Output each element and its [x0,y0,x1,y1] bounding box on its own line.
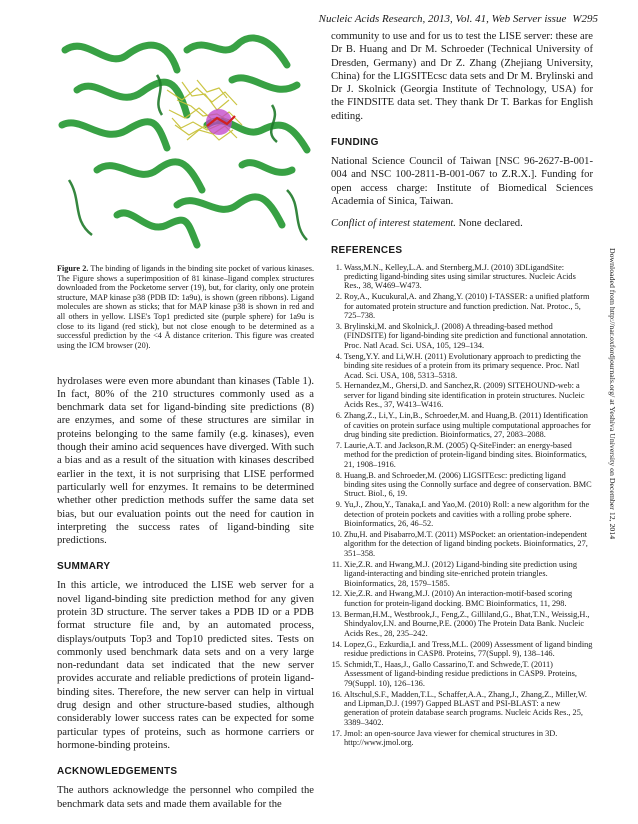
reference-item: 16. Altschul,S.F., Madden,T.L., Schaffer,A.A., Zhang,J., Zhang,Z., Miller,W. and Lipman,D.J. (1997) Gapped BLAST and PSI-BLAST: a new generation of protein database search programs. Nucleic Acids Res., 25, 3389–3402. [331,689,588,727]
reference-item: 3. Brylinski,M. and Skolnick,J. (2008) A threading-based method (FINDSITE) for ligand-binding site prediction and functional annotation. Proc. Natl Acad. Sci. USA, 105, 129–134. [335,322,588,350]
reference-item: 13. Berman,H.M., Westbrook,J., Feng,Z., Gilliland,G., Bhat,T.N., Weissig,H., Shindyalov,I.N. and Bourne,P.E. (2000) The Protein Data Bank. Nucleic Acids Res., 28, 235–242. [331,609,590,638]
acknowledgements-heading: ACKNOWLEDGEMENTS [57,766,178,778]
reference-item: 12. Xie,Z.R. and Hwang,M.J. (2010) An interaction-motif-based scoring function for protein-ligand docking. BMC Bioinformatics, 11, 298. [331,589,573,608]
right-column [331,30,593,749]
funding-heading: FUNDING [331,137,379,149]
reference-item: 15. Schmidt,T., Haas,J., Gallo Cassarino,T. and Schwede,T. (2011) Assessment of ligand-binding residue predictions in CASP9. Proteins, 79(Suppl. 10), 126–136. [331,659,577,688]
summary-heading: SUMMARY [57,561,111,573]
references-list [331,263,593,748]
conflict-label: Conflict of interest statement. [331,218,456,230]
figure-2-image [57,30,314,258]
reference-item: 14. Lopez,G., Ezkurdia,I. and Tress,M.L. (2009) Assessment of ligand binding residue predictions in CASP8. Proteins, 77(Suppl. 9), 138–146. [331,639,593,658]
download-watermark [607,248,619,688]
reference-item: 10. Zhu,H. and Pisabarro,M.T. (2011) MSPocket: an orientation-independent algorithm for the detection of ligand binding pockets. Bioinformatics, 27, 351–358. [331,530,588,558]
reference-item: 6. Zhang,Z., Li,Y., Lin,B., Schroeder,M. and Huang,B. (2011) Identification of cavities on protein surface using multiple computational approaches for drug binding site prediction. Bioinformatics, 27, 2083–2088. [335,411,591,439]
page-number: W295 [572,13,598,25]
funding-paragraph: National Science Council of Taiwan [NSC 96-2627-B-001-004 and NSC 100-2811-B-001-067 to Z.R.X.]. Funding for open access charge: Institute of Biomedical Sciences Academia of Sinica, Taiwan. [331,156,593,207]
download-note: Downloaded from http://nar.oxfordjournals.org/ at Yeshiva University on December 12, 2014 [608,248,617,540]
figure-caption [57,264,314,350]
acknowledgements-continued: community to use and for us to test the LISE server: these are Dr B. Huang and Dr M. Schroeder (Technical University of Dresden, Germany) and Dr Z. Zhang (Zhejiang University, China) for the LIGSITEcsc data sets and Dr M. Brylinski and Dr J. Skolnick (Georgia Institute of Technology, USA) for the FINDSITE data set. They thank Dr T. Barkas for English editing. [331,31,593,122]
conflict-statement [331,217,593,230]
reference-item: 4. Tseng,Y.Y. and Li,W.H. (2011) Evolutionary approach to predicting the binding site residues of a protein from its primary sequence. Proc. Natl Acad. Sci. USA, 108, 5313–5318. [335,351,581,380]
summary-paragraph: In this article, we introduced the LISE web server for a novel ligand-binding site prediction method for any given protein 3D structure. The server takes a PDB ID or a PDB format structure file and, by an automated process, displays/outputs Top3 and Top10 predicted sites. Tests on commonly used benchmark data sets and on a very large non-redundant data set indicated that the new server provides accurate and reliable predictions of protein ligand-binding sites. Therefore, the new server can help in virtual drug design and other structure-based studies, although considerably lower success rates can be expected for some particular types of proteins, such as hormone carriers or hormone-binding proteins. [57,580,314,751]
reference-item: 1. Wass,M.N., Kelley,L.A. and Sternberg,M.J. (2010) 3DLigandSite: predicting ligand-binding sites using similar structures. Nucleic Acids Res., 38, W469–W473. [335,262,576,291]
reference-item: 11. Xie,Z.R. and Hwang,M.J. (2012) Ligand-binding site prediction using ligand-interacting and binding site-enriched protein triangles. Bioinformatics, 28, 1579–1585. [331,559,577,588]
reference-item: 5. Hernandez,M., Ghersi,D. and Sanchez,R. (2009) SITEHOUND-web: a server for ligand binding site identification in protein structures. Nucleic Acids Res., 37, W413–W416. [335,381,585,410]
reference-item: 9. Yu,J., Zhou,Y., Tanaka,I. and Yao,M. (2010) Roll: a new algorithm for the detection of protein pockets and cavities with a rolling probe sphere. Bioinformatics, 26, 46–52. [335,500,590,529]
left-column [57,30,314,811]
conflict-text: None declared. [455,218,523,230]
reference-item: 7. Laurie,A.T. and Jackson,R.M. (2005) Q-SiteFinder: an energy-based method for the prediction of protein-ligand binding sites. Bioinformatics, 21, 1908–1916. [335,440,587,469]
reference-item: 8. Huang,B. and Schroeder,M. (2006) LIGSITEcsc: predicting ligand binding sites using the Connolly surface and degree of conservation. BMC Struct. Biol., 6, 19. [335,470,592,499]
reference-item: 17. Jmol: an open-source Java viewer for chemical structures in 3D. http://www.jmol.org. [331,728,558,748]
references-heading: REFERENCES [331,244,403,256]
acknowledgements-paragraph: The authors acknowledge the personnel who compiled the benchmark data sets and made them available for the [57,785,314,810]
running-header [0,13,598,25]
caption-text: The binding of ligands in the binding site pocket of various kinases. The Figure shows a superimposition of 81 kinase–ligand complex structures downloaded from the Pocketome server (19), but, for clarity, only one protein structure, MAP kinase p38 (PDB ID: 1a9u), is shown (green ribbons). Ligand molecules are shown as sticks; that for MAP kinase p38 is shown in red and all others in yellow. LISE's Top1 predicted site (purple sphere) for 1a9u is close to its ligand (red stick), but not close enough to be determined as a successful prediction by the <4 Å distance criterion. This figure was created using the ICM browser (20). [57,264,314,350]
protein-structure-render [57,30,314,258]
caption-label: Figure 2. [57,264,89,273]
reference-item: 2. Roy,A., Kucukural,A. and Zhang,Y. (2010) I-TASSER: a unified platform for automated protein structure and function prediction. Nat. Protoc., 5, 725–738. [335,292,590,321]
journal-citation: Nucleic Acids Research, 2013, Vol. 41, Web Server issue [318,13,567,25]
paragraph-dataset-bias: hydrolases were even more abundant than kinases (Table 1). In fact, 80% of the 210 structures commonly used as a benchmark data set for ligand-binding site predictions (8) are enzymes, and some of these structures are similar in proteins belonging to the same family (e.g. kinases), even though their amino acid sequences have diverged. With such a bias and as a result of the situation with kinases described earlier in the text, it is not surprising that LISE performed particularly well for enzymes. It remains to be determined whether other prediction methods suffer the same data set bias, but our evaluation points out the need for caution in interpreting the success rates of ligand-binding site predictions. [57,375,314,547]
